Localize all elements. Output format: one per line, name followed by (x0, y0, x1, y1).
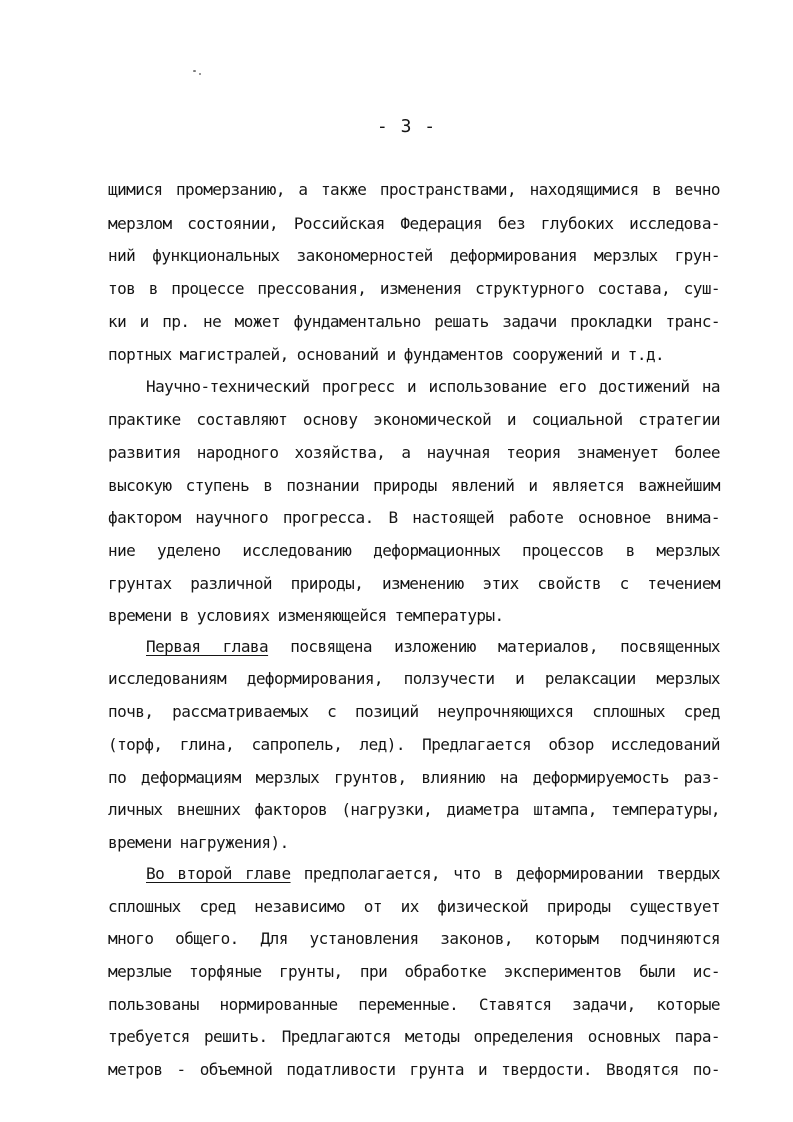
text-line: по деформациям мерзлых грунтов, влиянию на деформируемость раз- (108, 768, 720, 787)
text-line: личных внешних факторов (нагрузки, диаметра штампа, температуры, (108, 800, 720, 819)
text-line (146, 636, 720, 658)
text-line: практике составляют основу экономической и социальной стратегии (108, 410, 720, 429)
scan-speck (193, 70, 196, 72)
text-line: много общего. Для установления законов, которым подчиняются (108, 929, 720, 948)
text-line: времени в условиях изменяющейся температуры. (108, 606, 504, 625)
text-line: почв, рассматриваемых с позиций неупрочняющихся сплошных сред (108, 702, 720, 721)
text-line: тов в процессе прессования, изменения структурного состава, суш- (108, 279, 720, 298)
text-line: Научно-технический прогресс и использование его достижений на (146, 377, 720, 396)
text-line: грунтах различной природы, изменению этих свойств с течением (108, 574, 720, 593)
chapter-heading-ref: Первая глава (146, 637, 269, 656)
text-line-rest: предполагается, что в деформировании твердых (290, 864, 720, 883)
text-line: пользованы нормированные переменные. Ставятся задачи, которые (108, 995, 720, 1014)
text-line: портных магистралей, оснований и фундаментов сооружений и т.д. (108, 345, 665, 364)
text-line: высокую ступень в познании природы явлений и является важнейшим (108, 476, 720, 495)
text-line: требуется решить. Предлагаются методы определения основных пара- (108, 1027, 720, 1046)
text-line: ки и пр. не может фундаментально решать задачи прокладки транс- (108, 312, 720, 331)
text-line: ний функциональных закономерностей деформирования мерзлых грун- (108, 246, 720, 265)
text-line: времени нагружения). (108, 833, 289, 852)
text-line: фактором научного прогресса. В настоящей работе основное внима- (108, 508, 720, 527)
text-line-rest: посвящена изложению материалов, посвященных (268, 637, 720, 656)
text-line: сплошных сред независимо от их физической природы существует (108, 897, 720, 916)
text-line (146, 863, 720, 885)
chapter-heading-ref: Во второй главе (146, 864, 291, 883)
page-number: - 3 - (376, 116, 437, 137)
text-line: щимися промерзанию, а также пространствами, находящимися в вечно (108, 180, 720, 199)
text-line: развития народного хозяйства, а научная теория знаменует более (108, 443, 720, 462)
text-line: ние уделено исследованию деформационных процессов в мерзлых (108, 541, 720, 560)
scan-speck (199, 73, 201, 75)
text-line: исследованиям деформирования, ползучести и релаксации мерзлых (108, 669, 720, 688)
text-line: метров - объемной податливости грунта и твердости. Вводятся по- (108, 1060, 720, 1079)
text-line: мерзлом состоянии, Российская Федерация без глубоких исследова- (108, 214, 720, 233)
text-line: мерзлые торфяные грунты, при обработке экспериментов были ис- (108, 962, 720, 981)
text-line: (торф, глина, сапропель, лед). Предлагается обзор исследований (108, 735, 720, 754)
